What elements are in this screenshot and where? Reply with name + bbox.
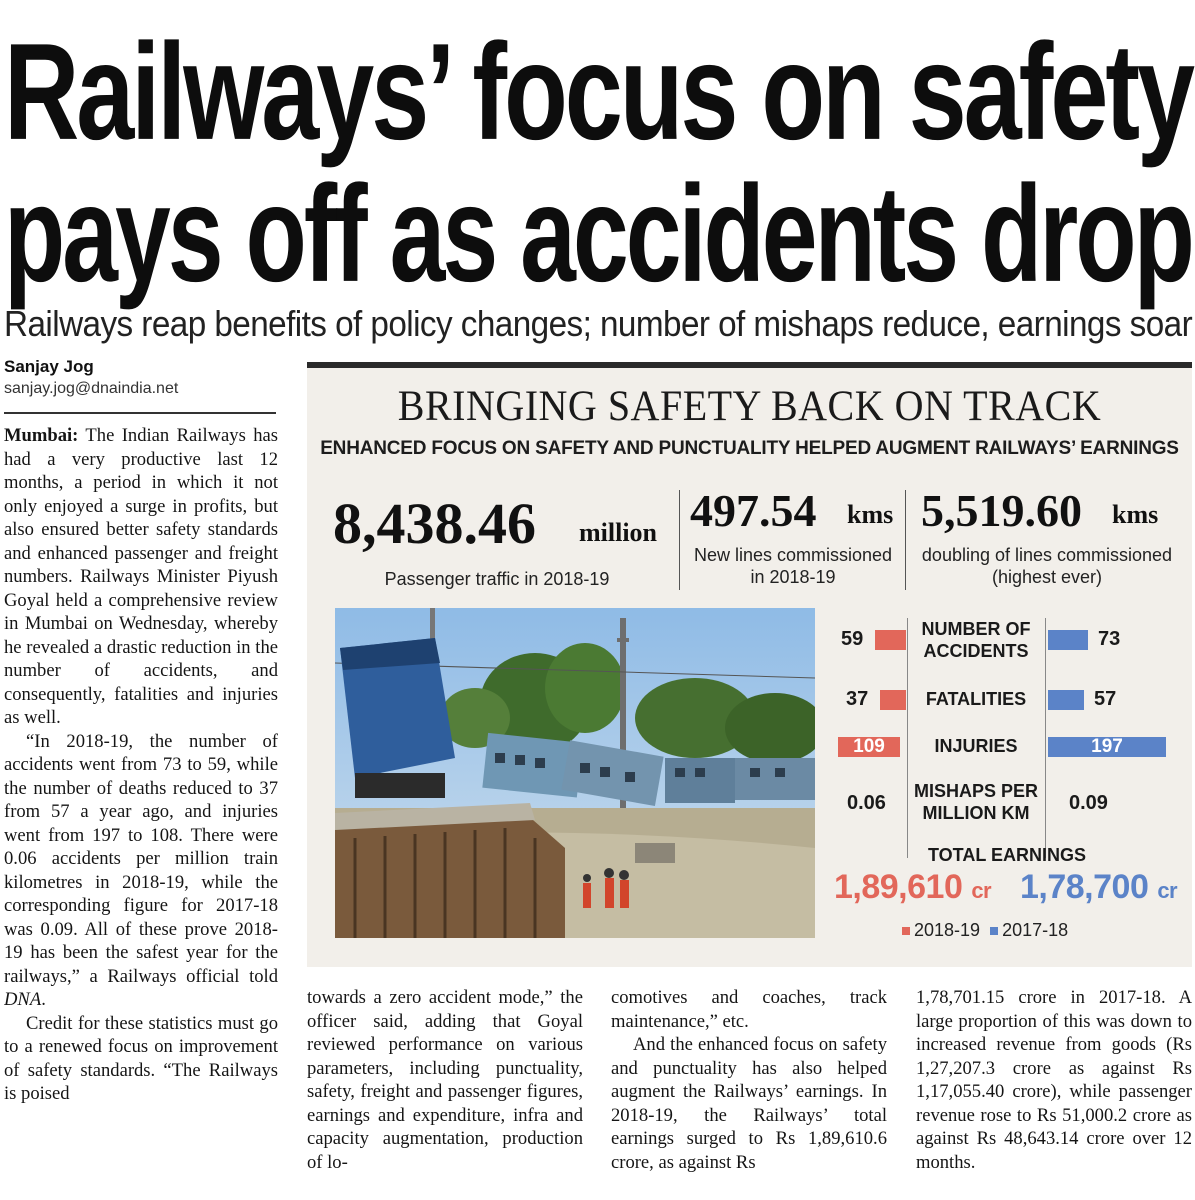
stat-newlines-caption-line-2: in 2018-19 xyxy=(750,567,836,587)
stat-doubling-caption-line-2: (highest ever) xyxy=(991,567,1103,587)
stat-newlines-caption-line-1: New lines commissioned xyxy=(693,545,893,565)
dateline: Mumbai: xyxy=(4,425,79,446)
value-2018-19: 0.06 xyxy=(847,792,886,814)
infographic xyxy=(307,362,1192,967)
subheadline: Railways reap benefits of policy changes; number of mishaps reduce, earnings soar xyxy=(4,303,1193,344)
stat-newlines-unit: kms xyxy=(847,500,894,529)
article-paragraph-2 xyxy=(4,730,278,1012)
stat-passenger-unit: million xyxy=(579,518,658,547)
bar-2017-18 xyxy=(1048,630,1088,650)
comparison-label xyxy=(907,735,1045,757)
article-column-3-text-1: comotives and coaches, track maintenance,” etc. xyxy=(611,987,887,1032)
stat-doubling-caption-line-1: doubling of lines commissioned xyxy=(921,545,1173,565)
publication-name: DNA xyxy=(4,989,42,1010)
comparison-label-line-2: MILLION KM xyxy=(922,803,1030,823)
legend-label-2018-19: 2018-19 xyxy=(914,920,981,940)
bar-2018-19 xyxy=(880,690,906,710)
article-column-4 xyxy=(916,986,1192,1200)
legend-label-2017-18: 2017-18 xyxy=(1002,920,1069,940)
earnings-2017-18 xyxy=(1020,868,1177,907)
byline-author: Sanjay Jog xyxy=(4,357,94,376)
comparison-label xyxy=(907,618,1045,662)
stat-divider-1 xyxy=(679,490,680,590)
value-2017-18: 197 xyxy=(1091,736,1123,757)
byline-divider xyxy=(4,412,276,414)
article-column-2 xyxy=(307,986,583,1200)
stat-divider-2 xyxy=(905,490,906,590)
stat-doubling-value: 5,519.60 xyxy=(921,485,1082,536)
earnings-2018-19-unit: cr xyxy=(971,878,992,903)
bar-2018-19 xyxy=(875,630,906,650)
earnings-2017-18-unit: cr xyxy=(1157,878,1178,903)
comparison-label-line-1: MISHAPS PER xyxy=(913,781,1039,801)
value-2018-19: 109 xyxy=(853,736,885,757)
article-paragraph-1 xyxy=(4,424,278,730)
comparison-divider-right xyxy=(1045,618,1046,858)
value-2017-18: 57 xyxy=(1094,688,1117,710)
stat-doubling-unit: kms xyxy=(1112,500,1159,529)
derailment-photo xyxy=(335,608,815,938)
earnings-2018-19-value: 1,89,610 xyxy=(834,868,963,906)
earnings-2018-19 xyxy=(834,868,991,907)
bar-2018-19 xyxy=(838,737,900,757)
paragraph-1-text: The Indian Railways has had a very productive last 12 months, a period in which it not only enjoyed a surge in profits, but also ensured better safety standards and enhanced passenger and freight numbers. Railways Minister Piyush Goyal held a comprehensive review in Mumbai on Wednesday, whereby he revealed a drastic reduction in the number of accidents, and consequently, fatalities and injuries as well. xyxy=(4,425,278,728)
earnings-2017-18-value: 1,78,700 xyxy=(1020,868,1149,906)
value-2017-18: 73 xyxy=(1098,628,1121,650)
earnings-label: TOTAL EARNINGS xyxy=(927,845,1086,865)
legend-swatch-2017-18 xyxy=(990,927,998,935)
value-2017-18: 0.09 xyxy=(1069,792,1108,814)
article-column-3 xyxy=(611,986,887,1200)
stat-newlines-value: 497.54 xyxy=(690,485,817,536)
headline-line-1: Railways’ focus on safety xyxy=(4,16,1193,170)
stat-passenger-value: 8,438.46 xyxy=(333,491,536,556)
article-column-2-text: towards a zero accident mode,” the officer said, adding that Goyal reviewed performance on various parameters, including punctuality, safety, freight and passenger figures, earnings and expenditure, infra and capacity augmentation, production of lo- xyxy=(307,987,583,1173)
legend-swatch-2018-19 xyxy=(902,927,910,935)
derailment-photo-illustration xyxy=(335,608,815,938)
stat-doubling-caption xyxy=(911,544,1183,588)
bar-2017-18 xyxy=(1048,737,1166,757)
value-2018-19: 59 xyxy=(841,628,864,650)
bar-2017-18 xyxy=(1048,690,1084,710)
article-column-1 xyxy=(4,424,278,1200)
stat-passenger-caption: Passenger traffic in 2018-19 xyxy=(384,569,610,589)
infographic-title: BRINGING SAFETY BACK ON TRACK xyxy=(397,381,1102,430)
comparison-label xyxy=(907,780,1045,824)
byline-email: sanjay.jog@dnaindia.net xyxy=(4,380,179,397)
article-paragraph-3: Credit for these statistics must go to a renewed focus on improvement of safety standards. “The Railways is poised xyxy=(4,1012,278,1104)
comparison-label-line-1: NUMBER OF xyxy=(921,619,1031,639)
article-column-4-text: 1,78,701.15 crore in 2017-18. A large proportion of this was down to increased revenue from goods (Rs 1,27,207.3 crore as against Rs 1,17,055.40 crore), while passenger revenue rose to Rs 51,000.2 crore as against Rs 48,643.14 crore over 12 months. xyxy=(916,987,1192,1173)
stat-newlines-caption xyxy=(685,544,901,588)
paragraph-2-text: “In 2018-19, the number of accidents went from 73 to 59, while the number of deaths reduced to 37 from 57 a year ago, and injuries went from 197 to 108. There were 0.06 accidents per million train kilometres in 2018-19, while the corresponding figure for 2017-18 was 0.09. All of these prove 2018-19 has been the safest year for the railways,” a Railways official told xyxy=(4,730,278,987)
paragraph-2-end: . xyxy=(41,989,46,1010)
infographic-subtitle: ENHANCED FOCUS ON SAFETY AND PUNCTUALITY HELPED AUGMENT RAILWAYS’ EARNINGS xyxy=(320,438,1179,459)
headline-line-2: pays off as accidents drop xyxy=(4,158,1192,312)
comparison-label xyxy=(907,688,1045,710)
legend xyxy=(902,920,1068,941)
comparison-label-line-1: FATALITIES xyxy=(925,689,1027,709)
article-column-3-text-2: And the enhanced focus on safety and punctuality has also helped augment the Railways’ earnings. In 2018-19, the Railways’ total earnings surged to Rs 1,89,610.6 crore, as against Rs xyxy=(611,1034,887,1173)
comparison-label-line-1: INJURIES xyxy=(934,736,1018,756)
comparison-label-line-2: ACCIDENTS xyxy=(923,641,1029,661)
value-2018-19: 37 xyxy=(846,688,869,710)
